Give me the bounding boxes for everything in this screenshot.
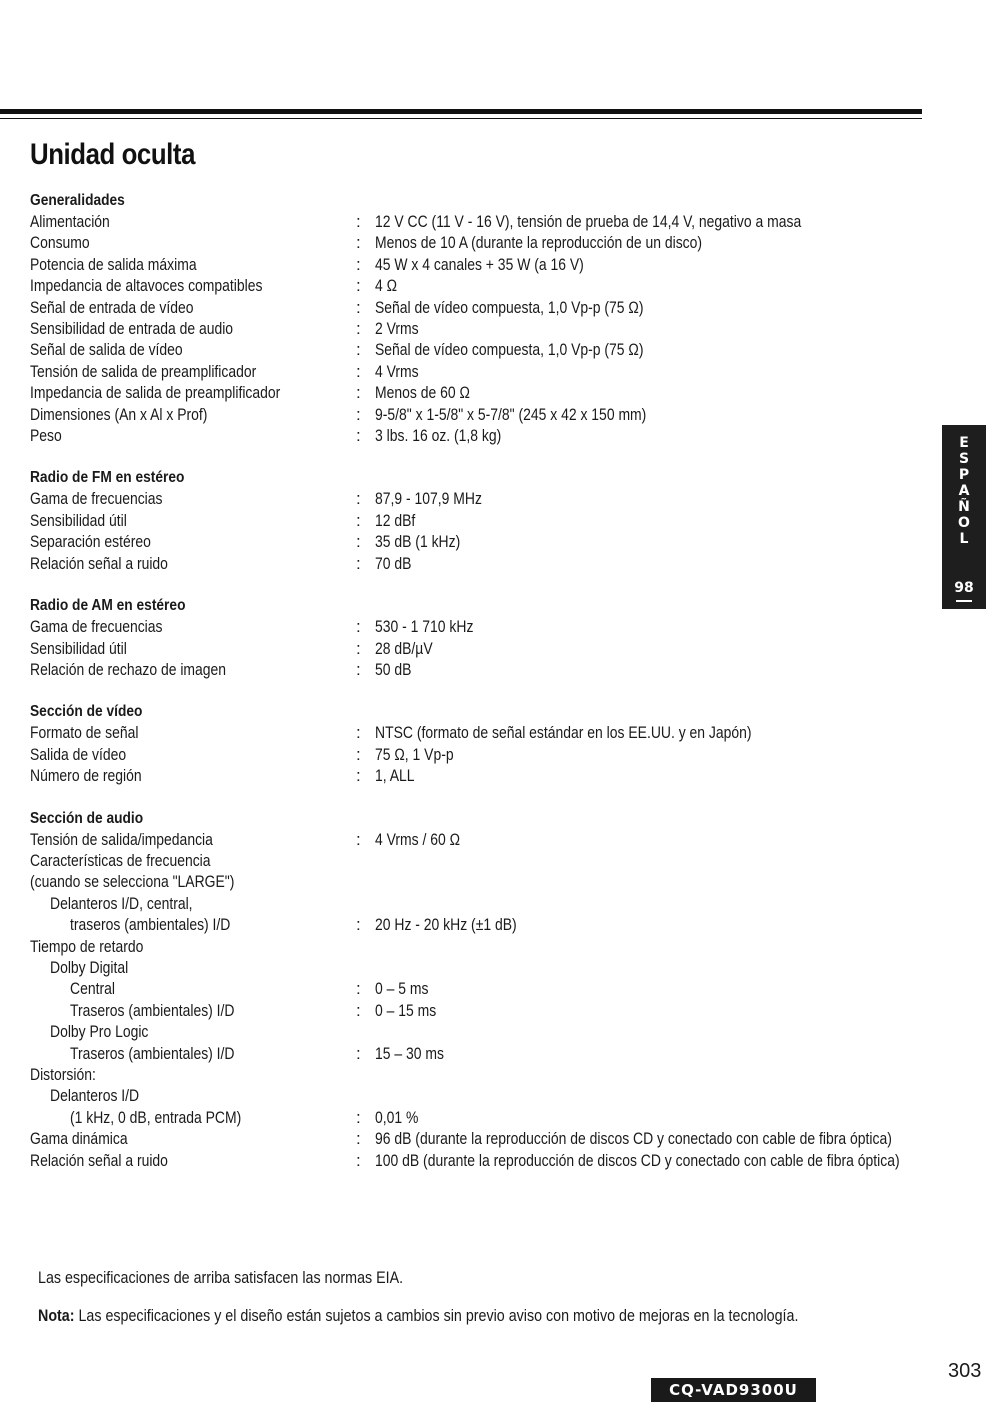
spec-colon: : bbox=[356, 638, 361, 658]
spec-value-text: 45 W x 4 canales + 35 W (a 16 V) bbox=[375, 254, 584, 274]
spec-label: Sensibilidad útil bbox=[30, 638, 127, 658]
spec-colon: : bbox=[356, 297, 361, 317]
spec-label: Dolby Pro Logic bbox=[50, 1022, 149, 1042]
spec-label: Formato de señal bbox=[30, 723, 139, 743]
spec-value-text: NTSC (formato de señal estándar en los EE.UU. y en Japón) bbox=[375, 723, 752, 743]
header-rule-thin bbox=[0, 118, 922, 119]
spec-value bbox=[375, 254, 950, 275]
section-heading: Sección de vídeo bbox=[30, 703, 143, 721]
spec-value bbox=[375, 339, 950, 360]
spec-colon: : bbox=[356, 510, 361, 530]
spec-row bbox=[30, 765, 950, 786]
spec-value-text: 3 lbs. 16 oz. (1,8 kg) bbox=[375, 426, 502, 446]
nota-line bbox=[38, 1306, 798, 1326]
spec-row bbox=[30, 659, 950, 680]
side-tab-letter: O bbox=[958, 515, 970, 531]
spec-row bbox=[30, 1128, 950, 1149]
spec-label: Central bbox=[70, 979, 115, 999]
section-heading: Radio de AM en estéreo bbox=[30, 597, 186, 615]
spec-row bbox=[30, 232, 950, 253]
spec-colon: : bbox=[356, 383, 361, 403]
spec-section bbox=[30, 595, 950, 680]
spec-value-text: 70 dB bbox=[375, 553, 412, 573]
spec-section bbox=[30, 701, 950, 786]
spec-value bbox=[375, 744, 950, 765]
side-tab-letter: S bbox=[958, 451, 970, 467]
spec-label: Tensión de salida/impedancia bbox=[30, 829, 213, 849]
spec-label: Gama de frecuencias bbox=[30, 489, 163, 509]
header-rule-thick bbox=[0, 109, 922, 114]
spec-row bbox=[30, 744, 950, 765]
spec-colon: : bbox=[356, 1150, 361, 1170]
spec-label: Sensibilidad de entrada de audio bbox=[30, 319, 234, 339]
page-number: 303 bbox=[948, 1360, 982, 1382]
spec-value bbox=[375, 531, 950, 552]
spec-colon: : bbox=[356, 254, 361, 274]
spec-colon: : bbox=[356, 276, 361, 296]
spec-label: Número de región bbox=[30, 766, 142, 786]
spec-row bbox=[30, 211, 950, 232]
spec-value bbox=[375, 211, 950, 232]
spec-value bbox=[375, 361, 950, 382]
spec-value-text: 1, ALL bbox=[375, 766, 415, 786]
spec-value bbox=[375, 659, 950, 680]
spec-value-text: Señal de vídeo compuesta, 1,0 Vp-p (75 Ω) bbox=[375, 340, 644, 360]
spec-label: Peso bbox=[30, 426, 62, 446]
side-tab-letters bbox=[942, 435, 986, 547]
spec-row bbox=[30, 1107, 950, 1128]
spec-row bbox=[30, 361, 950, 382]
spec-row bbox=[30, 339, 950, 360]
spec-value bbox=[375, 914, 950, 935]
spec-label: Impedancia de salida de preamplificador bbox=[30, 383, 281, 403]
spec-colon: : bbox=[356, 617, 361, 637]
spec-row bbox=[30, 871, 950, 892]
spec-value bbox=[375, 722, 950, 743]
side-tab-letter: E bbox=[959, 435, 969, 451]
spec-colon: : bbox=[356, 489, 361, 509]
spec-value-text: 9-5/8" x 1-5/8" x 5-7/8" (245 x 42 x 150 mm) bbox=[375, 404, 647, 424]
spec-colon: : bbox=[356, 361, 361, 381]
spec-label: Salida de vídeo bbox=[30, 744, 127, 764]
spec-label: Separación estéreo bbox=[30, 532, 151, 552]
spec-label: Señal de salida de vídeo bbox=[30, 340, 183, 360]
section-heading: Radio de FM en estéreo bbox=[30, 469, 185, 487]
spec-label: Potencia de salida máxima bbox=[30, 254, 197, 274]
model-badge: CQ-VAD9300U bbox=[651, 1378, 816, 1402]
spec-colon: : bbox=[356, 426, 361, 446]
side-tab-letter: P bbox=[958, 467, 970, 483]
spec-value-text: 0 – 15 ms bbox=[375, 1000, 437, 1020]
spec-value bbox=[375, 1107, 950, 1128]
spec-label: Impedancia de altavoces compatibles bbox=[30, 276, 263, 296]
spec-row bbox=[30, 488, 950, 509]
side-tab-page: 98 bbox=[954, 580, 974, 596]
spec-row bbox=[30, 1043, 950, 1064]
spec-colon: : bbox=[356, 766, 361, 786]
spec-colon: : bbox=[356, 553, 361, 573]
spec-colon: : bbox=[356, 744, 361, 764]
spec-label: Relación señal a ruido bbox=[30, 1150, 168, 1170]
spec-row bbox=[30, 404, 950, 425]
spec-row bbox=[30, 829, 950, 850]
spec-label: Consumo bbox=[30, 233, 90, 253]
spec-row bbox=[30, 1021, 950, 1042]
spec-value-text: 15 – 30 ms bbox=[375, 1043, 444, 1063]
eia-note: Las especificaciones de arriba satisfacen las normas EIA. bbox=[38, 1268, 404, 1287]
spec-value bbox=[375, 297, 950, 318]
spec-row bbox=[30, 275, 950, 296]
spec-label: traseros (ambientales) I/D bbox=[70, 915, 231, 935]
spec-value bbox=[375, 1150, 950, 1171]
spec-colon: : bbox=[356, 1043, 361, 1063]
spec-value bbox=[375, 553, 950, 574]
spec-value-text: Menos de 60 Ω bbox=[375, 383, 470, 403]
spec-content bbox=[30, 190, 950, 1192]
spec-value-text: 100 dB (durante la reproducción de discos CD y conectado con cable de fibra óptica) bbox=[375, 1150, 900, 1170]
spec-value bbox=[375, 978, 950, 999]
spec-label: (cuando se selecciona "LARGE") bbox=[30, 872, 235, 892]
spec-section bbox=[30, 467, 950, 574]
spec-value bbox=[375, 765, 950, 786]
spec-row bbox=[30, 1085, 950, 1106]
spec-value-text: 2 Vrms bbox=[375, 319, 419, 339]
spec-value-text: 35 dB (1 kHz) bbox=[375, 532, 461, 552]
spec-label: Relación de rechazo de imagen bbox=[30, 659, 227, 679]
spec-row bbox=[30, 936, 950, 957]
spec-row bbox=[30, 914, 950, 935]
spec-value-text: 75 Ω, 1 Vp-p bbox=[375, 744, 454, 764]
spec-colon: : bbox=[356, 404, 361, 424]
spec-row bbox=[30, 957, 950, 978]
spec-row bbox=[30, 531, 950, 552]
spec-label: Gama de frecuencias bbox=[30, 617, 163, 637]
spec-label: Tensión de salida de preamplificador bbox=[30, 361, 257, 381]
spec-label: Dolby Digital bbox=[50, 957, 129, 977]
spec-colon: : bbox=[356, 979, 361, 999]
spec-row bbox=[30, 297, 950, 318]
spec-value-text: 0 – 5 ms bbox=[375, 979, 429, 999]
spec-value bbox=[375, 510, 950, 531]
spec-row bbox=[30, 1000, 950, 1021]
spec-row bbox=[30, 382, 950, 403]
spec-value-text: 4 Ω bbox=[375, 276, 398, 296]
spec-value bbox=[375, 616, 950, 637]
side-tab-letter: L bbox=[959, 531, 969, 547]
spec-label: Gama dinámica bbox=[30, 1129, 128, 1149]
spec-row bbox=[30, 1150, 950, 1171]
spec-row bbox=[30, 425, 950, 446]
spec-label: Sensibilidad útil bbox=[30, 510, 127, 530]
spec-colon: : bbox=[356, 1107, 361, 1127]
spec-row bbox=[30, 616, 950, 637]
spec-colon: : bbox=[356, 532, 361, 552]
spec-colon: : bbox=[356, 1000, 361, 1020]
language-side-tab bbox=[942, 425, 986, 609]
spec-value bbox=[375, 829, 950, 850]
spec-label: Tiempo de retardo bbox=[30, 936, 144, 956]
spec-value bbox=[375, 318, 950, 339]
spec-value-text: 28 dB/µV bbox=[375, 638, 433, 658]
spec-row bbox=[30, 893, 950, 914]
spec-value-text: 50 dB bbox=[375, 659, 412, 679]
spec-label: Alimentación bbox=[30, 212, 110, 231]
spec-value bbox=[375, 232, 950, 253]
spec-value bbox=[375, 382, 950, 403]
spec-row bbox=[30, 553, 950, 574]
side-tab-letter: Ñ bbox=[958, 499, 970, 515]
spec-label: Distorsión: bbox=[30, 1064, 96, 1084]
spec-value bbox=[375, 1043, 950, 1064]
spec-value bbox=[375, 488, 950, 509]
section-heading: Sección de audio bbox=[30, 809, 144, 827]
section-heading: Generalidades bbox=[30, 192, 125, 209]
spec-value-text: 12 V CC (11 V - 16 V), tensión de prueba de 14,4 V, negativo a masa bbox=[375, 212, 802, 231]
spec-colon: : bbox=[356, 829, 361, 849]
nota-label: Nota: bbox=[38, 1306, 75, 1325]
spec-value-text: 96 dB (durante la reproducción de discos CD y conectado con cable de fibra óptica) bbox=[375, 1129, 892, 1149]
spec-label: Traseros (ambientales) I/D bbox=[70, 1000, 235, 1020]
spec-row bbox=[30, 850, 950, 871]
spec-value bbox=[375, 1128, 950, 1149]
spec-value-text: 12 dBf bbox=[375, 510, 416, 530]
spec-colon: : bbox=[356, 915, 361, 935]
spec-label: Traseros (ambientales) I/D bbox=[70, 1043, 235, 1063]
spec-label: Delanteros I/D bbox=[50, 1086, 140, 1106]
spec-value-text: 530 - 1 710 kHz bbox=[375, 617, 474, 637]
spec-value bbox=[375, 275, 950, 296]
spec-value-text: 20 Hz - 20 kHz (±1 dB) bbox=[375, 915, 517, 935]
spec-value-text: Señal de vídeo compuesta, 1,0 Vp-p (75 Ω) bbox=[375, 297, 644, 317]
spec-value-text: 4 Vrms / 60 Ω bbox=[375, 829, 461, 849]
nota-text: Las especificaciones y el diseño están sujetos a cambios sin previo aviso con motivo de mejoras en la tecnología. bbox=[74, 1306, 799, 1325]
spec-value-text: 4 Vrms bbox=[375, 361, 419, 381]
spec-label: (1 kHz, 0 dB, entrada PCM) bbox=[70, 1107, 242, 1127]
spec-value-text: 87,9 - 107,9 MHz bbox=[375, 489, 482, 509]
spec-colon: : bbox=[356, 659, 361, 679]
spec-row bbox=[30, 318, 950, 339]
spec-section bbox=[30, 190, 950, 446]
spec-value bbox=[375, 425, 950, 446]
spec-label: Delanteros I/D, central, bbox=[50, 893, 193, 913]
side-tab-letter: A bbox=[958, 483, 970, 499]
spec-label: Relación señal a ruido bbox=[30, 553, 168, 573]
spec-value bbox=[375, 638, 950, 659]
spec-value-text: 0,01 % bbox=[375, 1107, 419, 1127]
spec-label: Señal de entrada de vídeo bbox=[30, 297, 194, 317]
side-tab-underline bbox=[956, 600, 972, 602]
spec-row bbox=[30, 1064, 950, 1085]
spec-colon: : bbox=[356, 1129, 361, 1149]
page-title: Unidad oculta bbox=[30, 138, 195, 171]
spec-value bbox=[375, 1000, 950, 1021]
spec-row bbox=[30, 978, 950, 999]
spec-row bbox=[30, 510, 950, 531]
spec-colon: : bbox=[356, 340, 361, 360]
spec-row bbox=[30, 638, 950, 659]
spec-colon: : bbox=[356, 233, 361, 253]
spec-label: Características de frecuencia bbox=[30, 850, 211, 870]
spec-row bbox=[30, 254, 950, 275]
spec-row bbox=[30, 722, 950, 743]
spec-colon: : bbox=[356, 212, 361, 231]
spec-label: Dimensiones (An x Al x Prof) bbox=[30, 404, 208, 424]
spec-section bbox=[30, 808, 950, 1171]
spec-value-text: Menos de 10 A (durante la reproducción de un disco) bbox=[375, 233, 703, 253]
spec-value bbox=[375, 404, 950, 425]
spec-colon: : bbox=[356, 319, 361, 339]
spec-colon: : bbox=[356, 723, 361, 743]
